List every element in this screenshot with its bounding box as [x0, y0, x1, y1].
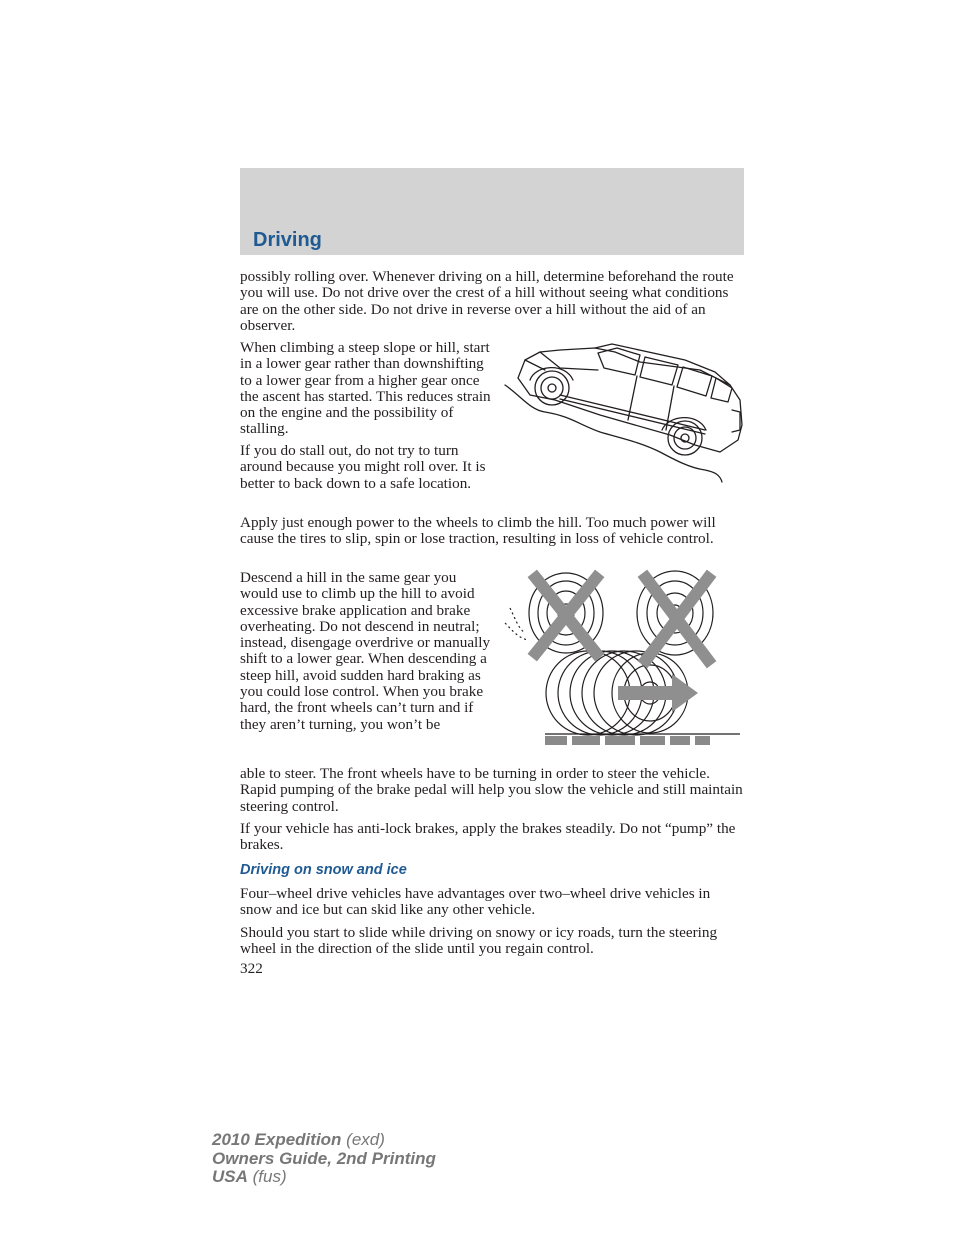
paragraph-climbing: When climbing a steep slope or hill, start in a lower gear rather than downshifting to a lower gear from a higher gear once the ascent has started. This reduces strain on the engine and the possibility of stalling.	[240, 339, 491, 438]
footer-guide: Owners Guide, 2nd Printing	[212, 1148, 436, 1168]
subheading-snow-ice: Driving on snow and ice	[240, 862, 407, 878]
footer-market-code: (fus)	[252, 1167, 287, 1186]
page-number: 322	[240, 960, 263, 977]
paragraph-power: Apply just enough power to the wheels to climb the hill. Too much power will cause the tires to slip, spin or lose traction, resulting in loss of vehicle control.	[240, 514, 716, 548]
paragraph-slide: Should you start to slide while driving on snowy or icy roads, turn the steering wheel in the direction of the slide until you regain control.	[240, 924, 718, 958]
paragraph-descend: Descend a hill in the same gear you would use to climb up the hill to avoid excessive brake application and brake overheating. Do not descend in neutral; instead, disengage overdrive or manually shift to a lower gear. When descending a steep hill, avoid sudden hard braking as you could lose control. When you brake hard, the front wheels can’t turn and if they aren’t turning, you won’t be	[240, 569, 491, 733]
footer-market: USA	[212, 1167, 248, 1186]
footer	[212, 1131, 436, 1187]
footer-model-code: (exd)	[346, 1130, 385, 1149]
paragraph-stall: If you do stall out, do not try to turn around because you might roll over. It is better to back down to a safe location.	[240, 442, 486, 492]
paragraph-antilock: If your vehicle has anti-lock brakes, apply the brakes steadily. Do not “pump” the brakes.	[240, 820, 736, 854]
wheel-braking-illustration	[500, 568, 745, 753]
footer-model: 2010 Expedition	[212, 1130, 342, 1149]
paragraph-hill-route: possibly rolling over. Whenever driving on a hill, determine beforehand the route you will use. Do not drive over the crest of a hill without seeing what conditions are on the other side. Do not drive in reverse over a hill without the aid of an observer.	[240, 268, 734, 334]
paragraph-four-wheel: Four–wheel drive vehicles have advantages over two–wheel drive vehicles in snow and ice but can skid like any other vehicle.	[240, 885, 711, 919]
paragraph-steer: able to steer. The front wheels have to be turning in order to steer the vehicle. Rapid pumping of the brake pedal will help you slow the vehicle and still maintain steering control.	[240, 765, 743, 815]
section-title: Driving	[253, 229, 322, 251]
suv-hill-illustration	[500, 340, 750, 485]
